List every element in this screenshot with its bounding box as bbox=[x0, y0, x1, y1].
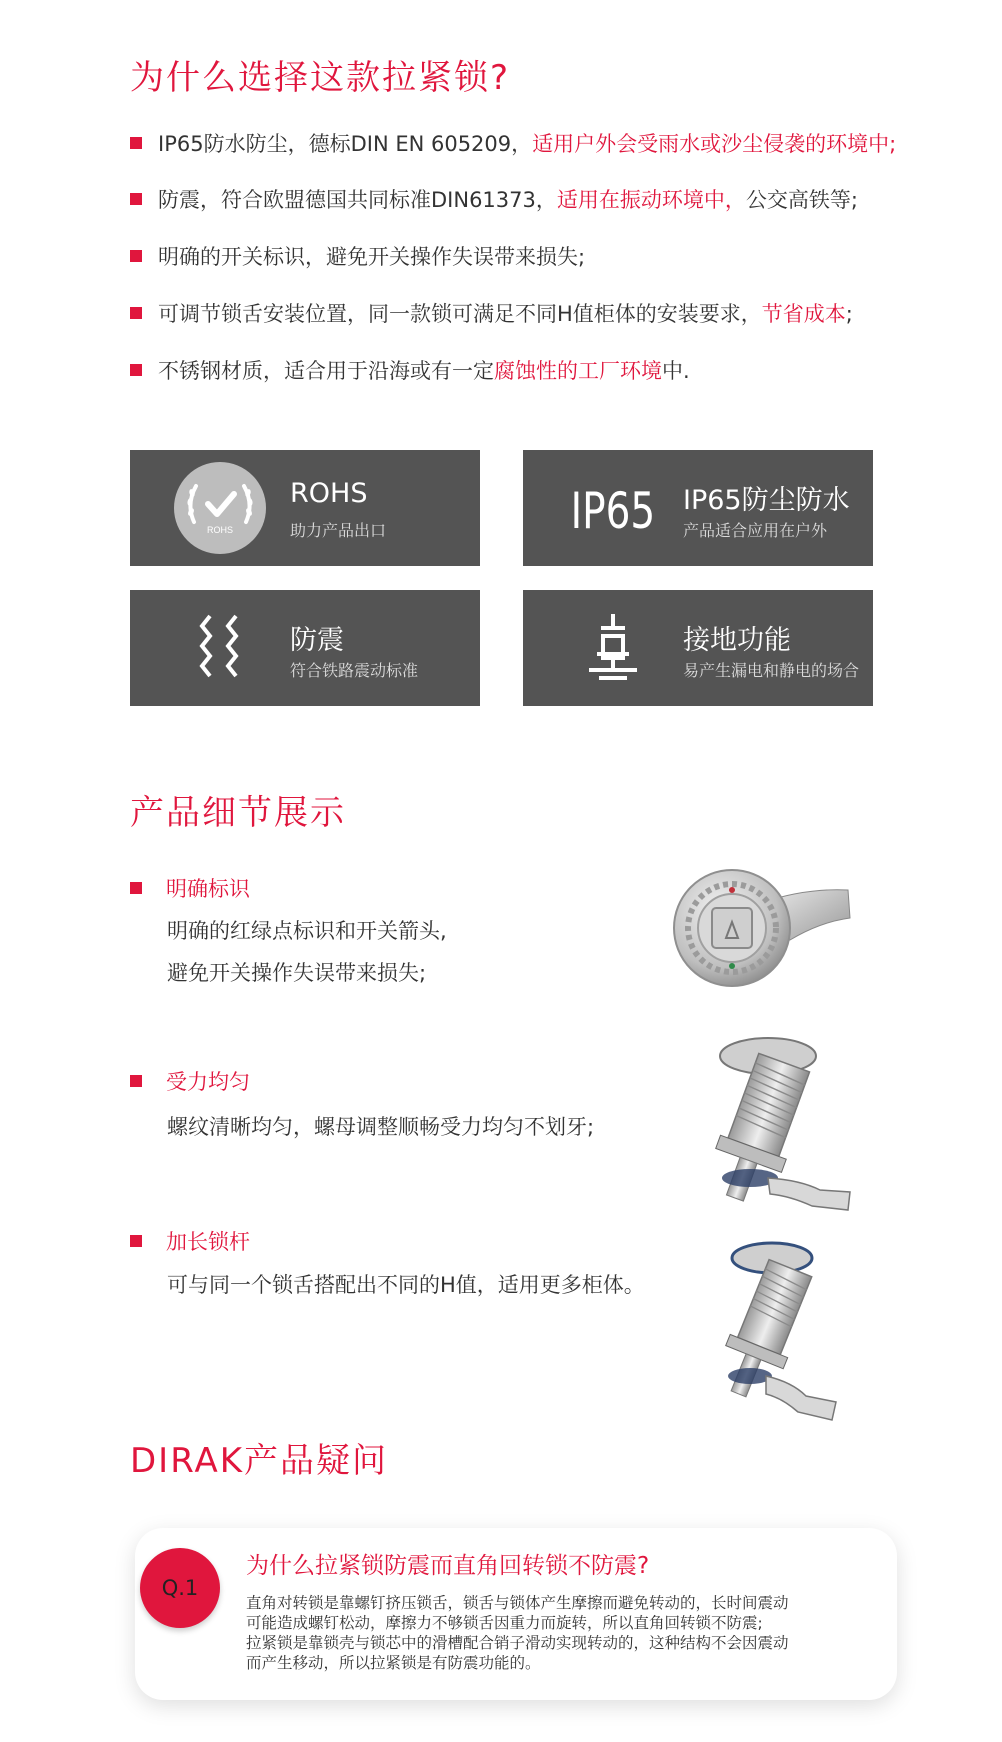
ground-icon bbox=[563, 606, 663, 690]
detail-text: 螺纹清晰均匀，螺母调整顺畅受力均匀不划牙; bbox=[167, 1115, 595, 1139]
bullet-square-icon bbox=[130, 1075, 142, 1087]
list-item: 可调节锁舌安装位置，同一款锁可满足不同H值柜体的安装要求，节省成本; bbox=[130, 298, 853, 328]
product-image-lock-face bbox=[660, 860, 860, 994]
why-title: 为什么选择这款拉紧锁? bbox=[130, 58, 511, 98]
details-title: 产品细节展示 bbox=[130, 793, 346, 833]
feature-title: 防震 bbox=[290, 625, 344, 656]
bullet-square-icon bbox=[130, 307, 142, 319]
feature-title: 接地功能 bbox=[683, 625, 791, 656]
rohs-badge-icon bbox=[170, 466, 270, 550]
feature-subtitle: 产品适合应用在户外 bbox=[683, 521, 828, 540]
product-image-lock-threaded bbox=[690, 1030, 870, 1224]
detail-heading: 加长锁杆 bbox=[130, 1226, 250, 1256]
feature-card-vibration bbox=[130, 590, 480, 706]
feature-title: ROHS bbox=[290, 478, 368, 509]
bullet-square-icon bbox=[130, 250, 142, 262]
detail-text: 明确的红绿点标识和开关箭头, 避免开关操作失误带来损失; bbox=[167, 919, 447, 985]
feature-subtitle: 助力产品出口 bbox=[290, 521, 387, 540]
vibration-icon bbox=[170, 606, 270, 690]
detail-heading: 受力均匀 bbox=[130, 1066, 250, 1096]
answer-text: 直角对转锁是靠螺钉挤压锁舌，锁舌与锁体产生摩擦而避免转动的，长时间震动 可能造成螺钉松动，摩擦力不够锁舌因重力而旋转，所以直角回转锁不防震; 拉紧锁是靠锁壳与锁芯中的滑槽配合销子滑动实现转动的，这种结构不会因震动 而产生移动，所以拉紧锁是有防震功能的。 bbox=[246, 1594, 789, 1672]
feature-card-ip65 bbox=[523, 450, 873, 566]
feature-card-ground bbox=[523, 590, 873, 706]
bullet-square-icon bbox=[130, 193, 142, 205]
list-item: 明确的开关标识，避免开关操作失误带来损失; bbox=[130, 241, 585, 271]
feature-subtitle: 符合铁路震动标准 bbox=[290, 661, 419, 680]
list-item: IP65防水防尘，德标DIN EN 605209，适用户外会受雨水或沙尘侵袭的环境中; bbox=[130, 128, 896, 158]
ip65-icon bbox=[563, 466, 663, 550]
bullet-square-icon bbox=[130, 364, 142, 376]
feature-title: IP65防尘防水 bbox=[683, 485, 850, 516]
question-title: 为什么拉紧锁防震而直角回转锁不防震? bbox=[246, 1553, 650, 1579]
bullet-square-icon bbox=[130, 1235, 142, 1247]
bullet-square-icon bbox=[130, 882, 142, 894]
faq-title: DIRAK产品疑问 bbox=[130, 1441, 389, 1481]
question-badge: Q.1 bbox=[140, 1548, 220, 1628]
bullet-square-icon bbox=[130, 137, 142, 149]
feature-card-rohs bbox=[130, 450, 480, 566]
svg-text:IP65: IP65 bbox=[570, 481, 656, 541]
detail-heading: 明确标识 bbox=[130, 873, 250, 903]
feature-subtitle: 易产生漏电和静电的场合 bbox=[683, 661, 860, 680]
svg-text:ROHS: ROHS bbox=[206, 525, 234, 535]
product-image-lock-long-bar bbox=[700, 1236, 860, 1430]
list-item: 不锈钢材质，适合用于沿海或有一定腐蚀性的工厂环境中. bbox=[130, 355, 690, 385]
detail-text: 可与同一个锁舌搭配出不同的H值，适用更多柜体。 bbox=[167, 1273, 645, 1297]
list-item: 防震，符合欧盟德国共同标准DIN61373，适用在振动环境中，公交高铁等; bbox=[130, 184, 858, 214]
